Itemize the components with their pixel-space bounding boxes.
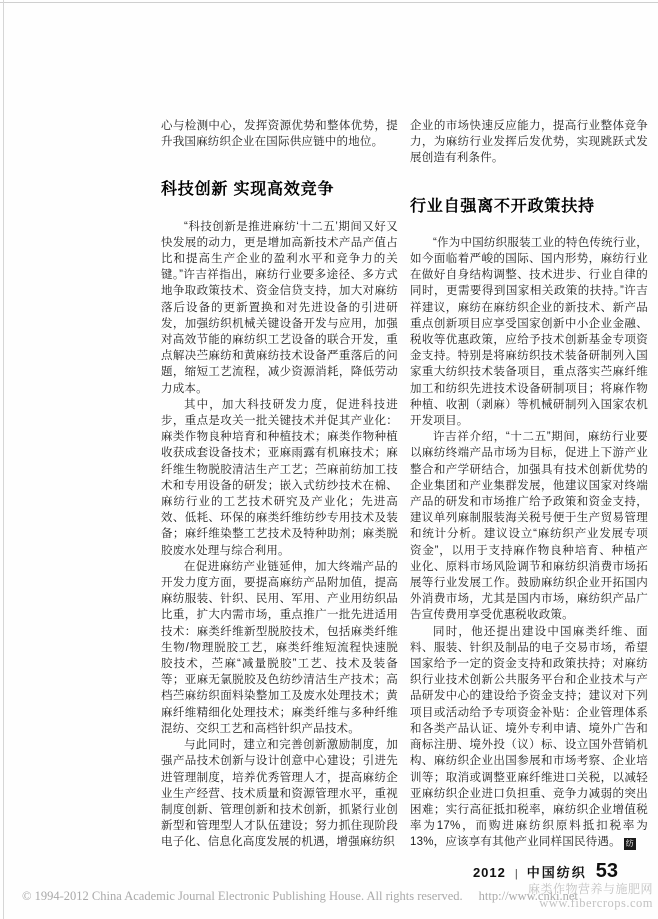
section-heading-policy-support: 行业自强离不开政策扶持	[410, 197, 595, 215]
body-paragraph-text: 同时，他还提出建设中国麻类纤维、面料、服装、针织及制品的电子交易市场，希望国家给予一定的资金支持和政策扶持；对麻纺织行业技术创新公共服务平台和企业技术与产品研发中心的建设给予资金支持；建议对下列项目或活动给予专项资金补贴：企业管理体系和各类产品认证、境外专利申请、境外广告和商标注册、境外投（议）标、设立国外营销机构、麻纺织企业出国参展和市场考察、企业培训等；取消或调整亚麻纤维进口关税，以减轻亚麻纺织企业进口负担重、竞争力减弱的突出困难；实行高征抵扣税率，麻纺织企业增值税率为17%，而购进麻纺织原料抵扣税率为13%，应该享有其他产业同样国民待遇。	[410, 625, 648, 849]
body-paragraph: “作为中国纺织服装工业的特色传统行业，如今面临着严峻的国际、国内形势，麻纺行业在做好自身结构调整、技术进步、行业自律的同时，更需要得到国家相关政策的扶持。”许吉祥建议，麻纺在麻纺织企业的新技术、新产品重点创新项目应享受国家创新中小企业金融、税收等优惠政策，应给予技术创新基金专项资金支持。特别是将麻纺织技术装备研制列入国家重大纺织技术装备项目，重点落实苎麻纤维加工和纺织先进技术设备研制项目；将麻作物种植、收割（剥麻）等机械研制列入国家农机开发项目。	[410, 236, 648, 428]
footer-journal-title: 中国纺织	[526, 865, 587, 880]
site-watermark	[528, 882, 653, 910]
footer-year: 2012	[472, 865, 506, 880]
footer-separator: |	[514, 868, 518, 880]
body-paragraph: 在促进麻纺产业链延伸，加大终端产品的开发力度方面，要提高麻纺产品附加值，提高麻纺服装、针织、民用、军用、产业用纺织品比重，扩大内需市场，重点推广一批先进适用技术：麻类纤维新型脱胶技术，包括麻类纤维生物/物理脱胶工艺，麻类纤维短流程快速脱胶技术，苎麻“减量脱胶”工艺、技术及装备等；亚麻无氯脱胶及色纺纱清洁生产技术；高档苎麻纺织面料染整加工及废水处理技术；黄麻纤维精细化处理技术；麻类纤维与多种纤维混纺、交织工艺和高档针织产品技术。	[161, 560, 398, 735]
left-column	[161, 118, 398, 851]
body-paragraph: 其中，加大科技研发力度，促进科技进步，重点是攻关一批关键技术并促其产业化：麻类作物良种培育和种植技术；麻类作物种植收获成套设备技术；亚麻雨露有机麻技术；麻纤维生物脱胶清洁生产工艺；苎麻前纺加工技术和专用设备的研发；嵌入式纺纱技术在棉、麻纺行业的工艺技术研究及产业化；先进高效、低耗、环保的麻类纤维纺纱专用技术及装备；麻纤维染整工艺技术及特种助剂；麻类脱胶废水处理与综合利用。	[161, 398, 398, 557]
watermark-site-url: www.fibercrops.com	[539, 896, 653, 910]
body-paragraph: 许吉祥介绍，“十二五”期间，麻纺行业要以麻纺终端产品市场为目标，促进上下游产业整合和产学研结合，加强具有技术创新优势的企业集团和产业集群发展，他建议国家对终端产品的研发和市场推广给予政策和资金支持，建议单列麻制服装海关税号便于生产贸易管理和统计分析。建议设立“麻纺织产业发展专项资金”，以用于支持麻作物良种培育、种植产业化、原料市场风险调节和麻纺织消费市场拓展等行业发展工作。鼓励麻纺织企业开拓国内外消费市场，尤其是国内市场，麻纺织产品广告宣传费用享受优惠税收政策。	[410, 431, 648, 622]
right-continuation-paragraph: 企业的市场快速反应能力，提高行业整体竞争力，为麻纺行业发挥后发优势，实现跳跃式发展创造有利条件。	[410, 120, 648, 165]
article-end-mark-icon: 纺	[625, 839, 634, 849]
section-heading-technology-innovation: 科技创新 实现高效竞争	[161, 181, 335, 199]
page-footer	[473, 860, 618, 883]
right-column	[410, 118, 648, 851]
body-paragraph	[410, 624, 648, 851]
copyright-text: © 1994-2012 China Academic Journal Electronic Publishing House. All rights reserved.	[22, 889, 463, 903]
body-paragraph: “科技创新是推进麻纺‘十二五’期间又好又快发展的动力，更是增加高新技术产品产值占比和提高生产企业的盈利水平和竞争力的关键。”许吉祥指出，麻纺行业要多途径、多方式地争取政策技术、资金信贷支持，加大对麻纺落后设备的更新置换和对先进设备的引进研发，加强纺织机械关键设备开发与应用，加强对高效节能的麻纺织工艺设备的联合开发，重点解决苎麻纺和黄麻纺技术设备严重落后的问题，缩短工艺流程，减少资源消耗，降低劳动力成本。	[161, 220, 398, 395]
scan-top-edge-line	[0, 2, 658, 3]
watermark-site-name: 麻类作物营养与施肥网	[527, 882, 653, 896]
scan-left-edge-line	[3, 0, 4, 919]
page-number: 53	[595, 860, 618, 882]
copyright-line	[22, 889, 578, 904]
cnki-url-text: http://www.cnki.net	[478, 889, 578, 903]
left-continuation-paragraph: 心与检测中心，发挥资源优势和整体优势，提升我国麻纺织企业在国际供应链中的地位。	[161, 120, 398, 149]
body-paragraph: 与此同时，建立和完善创新激励制度，加强产品技术创新与设计创意中心建设；引进先进管理制度，培养优秀管理人才，提高麻纺企业生产经营、技术质量和资源管理水平，重视制度创新、管理创新和技术创新，抓紧行业创新型和管理型人才队伍建设；努力抓住现阶段电子化、信息化高度发展的机遇，增强麻纺织	[161, 739, 398, 849]
